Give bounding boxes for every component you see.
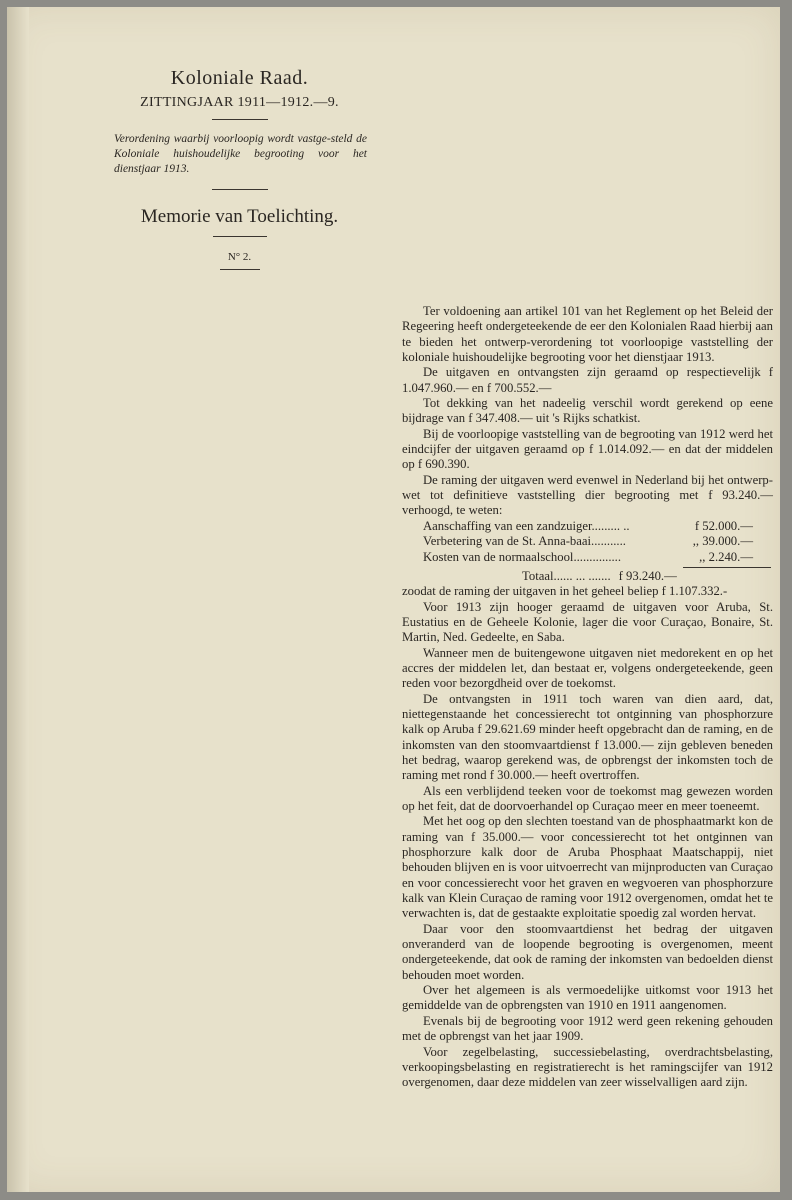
total-amount: f 93.240.— bbox=[618, 568, 677, 583]
header-rule bbox=[212, 119, 268, 120]
paragraph: Ter voldoening aan artikel 101 van het Reglement op het Beleid der Regeering heeft ondergeteekende de eer den Kolonialen Raad hierbij aan te bieden het ontwerp-verordening tot voorloopige vaststelling der koloniale huishoudelijke begrooting voor het dienstjaar 1913. bbox=[402, 304, 773, 365]
paragraph: Bij de voorloopige vaststelling van de begrooting van 1912 werd het eindcijfer der uitgaven geraamd op f 1.014.092.— en dat der middelen op f 690.390. bbox=[402, 426, 773, 472]
paragraph: De ontvangsten in 1911 toch waren van dien aard, dat, niettegenstaande het concessierecht tot ontginning van phosphorzure kalk op Aruba f 29.621.69 minder heeft opgebracht dan de raming, en de inkomsten van den stoomvaartdienst f 13.000.— zijn gebleven beneden het bedrag, waarop gerekend was, de opbrengst der inkomsten toch de raming met rond f 30.000.— heeft overtroffen. bbox=[402, 691, 773, 783]
expense-item bbox=[402, 534, 773, 549]
paragraph: Evenals bij de begrooting voor 1912 werd geen rekening gehouden met de opbrengst van het jaar 1909. bbox=[402, 1013, 773, 1044]
paragraph: Over het algemeen is als vermoedelijke uitkomst voor 1913 het gemiddelde van de opbrengsten van 1910 en 1911 aangenomen. bbox=[402, 983, 773, 1013]
session-line: ZITTINGJAAR 1911—1912.—9. bbox=[140, 95, 339, 110]
paragraph: De raming der uitgaven werd evenwel in Nederland bij het ontwerp-wet tot definitieve vaststelling dier begrooting met f 93.240.— verhoogd, te weten: bbox=[402, 472, 773, 518]
subject-rule bbox=[212, 189, 268, 190]
paragraph: De uitgaven en ontvangsten zijn geraamd op respectievelijk f 1.047.960.— en f 700.552.— bbox=[402, 365, 773, 395]
ordinance-subject: Verordening waarbij voorloopig wordt vastge-steld de Koloniale huishoudelijke begrooting voor het dienstjaar 1913. bbox=[114, 133, 367, 175]
expense-item bbox=[402, 519, 773, 534]
paragraph: Wanneer men de buitengewone uitgaven niet medorekent en op het accres der middelen let, dan bestaat er, volgens ondergeteekende, geen reden voor bezorgdheid over de toekomst. bbox=[402, 645, 773, 691]
expense-amount: ,, 2.240.— bbox=[699, 549, 753, 564]
council-title: Koloniale Raad. bbox=[170, 67, 309, 89]
memo-title: Memorie van Toelichting. bbox=[140, 206, 339, 227]
total-label: Totaal...... ... ....... bbox=[522, 568, 611, 583]
paragraph: zoodat de raming der uitgaven in het geheel beliep f 1.107.332.- bbox=[402, 584, 728, 599]
expense-label: Aanschaffing van een zandzuiger......... .. bbox=[423, 518, 630, 533]
memo-rule bbox=[213, 236, 267, 237]
expense-amount: f 52.000.— bbox=[694, 518, 753, 533]
paragraph: Voor zegelbelasting, successiebelasting, overdrachtsbelasting, verkoopingsbelasting en registratierecht is het ramingscijfer van 1912 overgenomen, daar deze middelen van zeer wisselvalligen aard zijn. bbox=[402, 1044, 773, 1090]
expense-label: Verbetering van de St. Anna-baai........... bbox=[423, 534, 626, 549]
document-header bbox=[102, 67, 377, 278]
memo-body bbox=[402, 304, 773, 1091]
document-number: N° 2. bbox=[227, 251, 252, 263]
expense-item bbox=[402, 550, 773, 565]
paragraph: Voor 1913 zijn hooger geraamd de uitgaven voor Aruba, St. Eustatius en de Geheele Kolonie, lager die voor Curaçao, Bonaire, St. Martin, Ned. Gedeelte, en Saba. bbox=[402, 599, 773, 645]
expense-label: Kosten van de normaalschool............... bbox=[423, 549, 622, 564]
sum-rule bbox=[683, 567, 771, 568]
paragraph: Als een verblijdend teeken voor de toekomst mag gewezen worden op het feit, dat de doorvoerhandel op Curaçao meer en meer toeneemt. bbox=[402, 783, 773, 813]
expense-amount: ,, 39.000.— bbox=[692, 534, 753, 549]
paragraph: Daar voor den stoomvaartdienst het bedrag der uitgaven onveranderd van de loopende begrooting is overgenomen, meent ondergeteekende, dat ook de raming der inkomsten van bedoelden dienst behouden moet worden. bbox=[402, 921, 773, 982]
expense-total bbox=[402, 569, 773, 584]
paragraph: Met het oog op den slechten toestand van de phosphaatmarkt kon de raming van f 35.000.— voor concessierecht tot het ontginnen van phosphorzure kalk door de Aruba Phosphaat Maatschappij, niet behouden blijven en is voor uitvoerrecht van mijnproducten van Curaçao en voor concessierecht voor het graven en wegvoeren van phosphorzure kalk van Klein Curaçao de raming voor 1912 overgenomen, omdat het te verwachten is, dat de gestaakte exploitatie spoedig zal worden hervat. bbox=[402, 814, 773, 921]
binding-gutter bbox=[7, 7, 29, 1192]
paragraph: Tot dekking van het nadeelig verschil wordt gerekend op eene bijdrage van f 347.408.— uit 's Rijks schatkist. bbox=[402, 396, 773, 426]
document-page bbox=[7, 7, 780, 1192]
number-rule bbox=[220, 269, 260, 270]
